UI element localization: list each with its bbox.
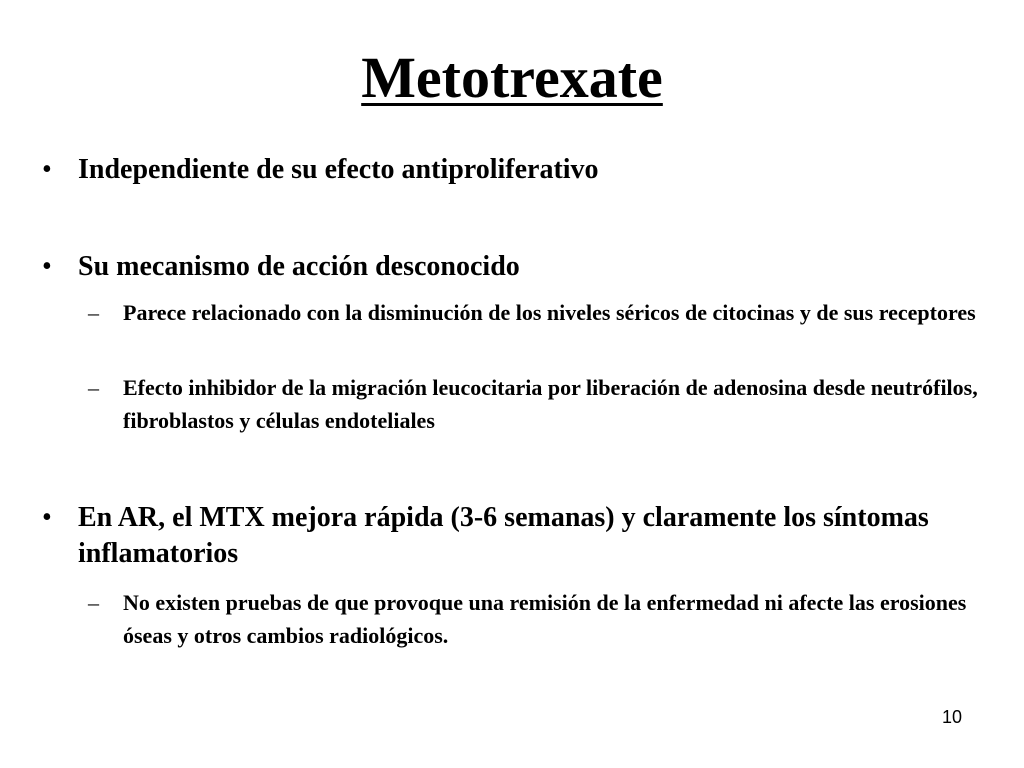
slide-title-text: Metotrexate xyxy=(361,45,663,110)
dash-marker: – xyxy=(88,300,99,325)
sub-bullet-text: Efecto inhibidor de la migración leucocitaria por liberación de adenosina desde neutrófilos, fibroblastos y células endoteliales xyxy=(123,375,978,433)
bullet-marker: • xyxy=(42,502,52,533)
bullet-text: Su mecanismo de acción desconocido xyxy=(78,251,520,282)
sub-bullet-item xyxy=(88,371,988,437)
dash-marker: – xyxy=(88,590,99,615)
sub-bullet-text: No existen pruebas de que provoque una remisión de la enfermedad ni afecte las erosiones óseas y otros cambios radiológicos. xyxy=(123,590,967,648)
slide-title xyxy=(0,42,1024,114)
bullet-marker: • xyxy=(42,251,52,282)
sub-bullet-item xyxy=(88,586,988,652)
dash-marker: – xyxy=(88,375,99,400)
bullet-item xyxy=(42,500,992,572)
bullet-item xyxy=(42,249,992,285)
bullet-text: Independiente de su efecto antiproliferativo xyxy=(78,154,599,185)
sub-bullet-text: Parece relacionado con la disminución de los niveles séricos de citocinas y de sus receptores xyxy=(123,300,976,325)
sub-bullet-item xyxy=(88,296,988,329)
bullet-text: En AR, el MTX mejora rápida (3-6 semanas) y claramente los síntomas inflamatorios xyxy=(78,502,929,569)
page-number: 10 xyxy=(941,707,962,727)
bullet-item xyxy=(42,152,992,188)
bullet-marker: • xyxy=(42,154,52,185)
